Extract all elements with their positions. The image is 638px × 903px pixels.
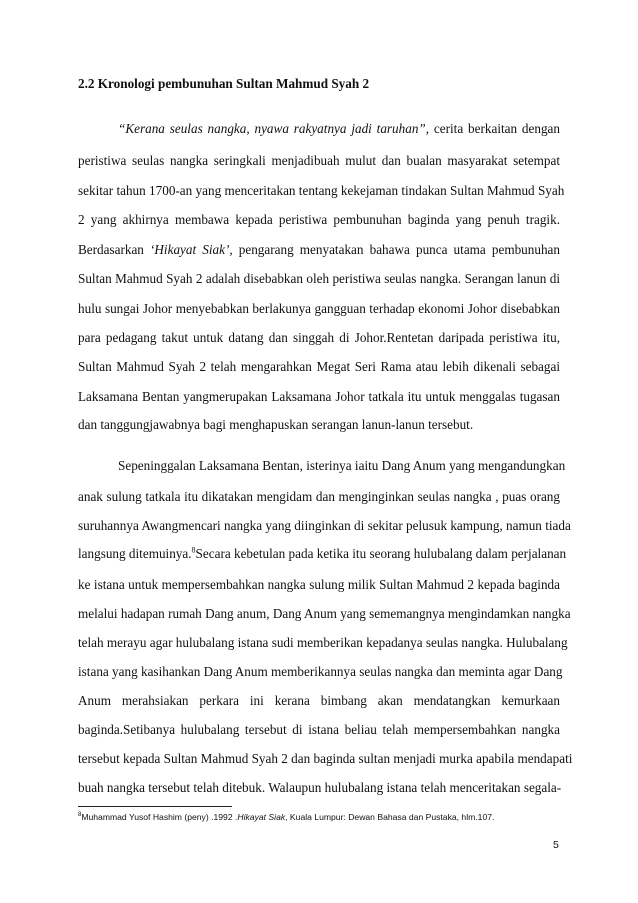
footnote-text-pre: Muhammad Yusof Hashim (peny) .1992 . — [81, 812, 238, 822]
p1-line-4: 2 yang akhirnya membawa kepada peristiwa pembunuhan baginda yang penuh tragik. — [78, 212, 560, 227]
p2-line-5: ke istana untuk mempersembahkan nangka sulung milik Sultan Mahmud 2 kepada baginda — [78, 577, 560, 592]
p1-line-1-rest: cerita berkaitan dengan — [429, 121, 561, 136]
footnote-reference[interactable]: 8 — [191, 545, 196, 555]
p2-line-11: tersebut kepada Sultan Mahmud Syah 2 dan baginda sultan menjadi murka apabila mendapati — [78, 751, 573, 766]
hikayat-siak-title: ‘Hikayat Siak’, — [150, 242, 233, 257]
p1-line-9: Sultan Mahmud Syah 2 telah mengarahkan Megat Seri Rama atau lebih dikenali sebagai — [78, 359, 560, 374]
p2-line-4-post: Secara kebetulan pada ketika itu seorang hulubalang dalam perjalanan — [195, 546, 567, 561]
p1-line-7: hulu sungai Johor menyebabkan berlakunya gangguan terhadap ekonomi Johor disebabkan — [78, 301, 560, 316]
footnote-marker: 8 — [78, 812, 82, 819]
footnote-separator — [78, 806, 232, 807]
p2-line-4 — [78, 545, 567, 562]
p2-line-9: Anum merahsiakan perkara ini kerana bimbang akan mendatangkan kemurkaan — [78, 693, 560, 708]
p2-line-4-pre: langsung ditemuinya. — [78, 546, 192, 561]
p2-line-12: buah nangka tersebut telah ditebuk. Walaupun hulubalang istana telah menceritakan segala- — [78, 780, 562, 795]
footnote-text-post: , Kuala Lumpur: Dewan Bahasa dan Pustaka, hlm.107. — [285, 812, 495, 822]
p1-line-1 — [118, 121, 560, 137]
p1-line-3: sekitar tahun 1700-an yang menceritakan tentang kekejaman tindakan Sultan Mahmud Syah — [78, 183, 565, 198]
p2-line-7: telah merayu agar hulubalang istana sudi memberikan kepadanya seulas nangka. Hulubalang — [78, 635, 568, 650]
opening-quote: “Kerana seulas nangka, nyawa rakyatnya jadi taruhan”, — [118, 121, 430, 136]
p2-line-10: baginda.Setibanya hulubalang tersebut di istana beliau telah mempersembahkan nangka — [78, 722, 560, 737]
p1-line-5 — [78, 242, 560, 258]
p2-line-1: Sepeninggalan Laksamana Bentan, isterinya iaitu Dang Anum yang mengandungkan — [118, 458, 566, 473]
p1-line-2: peristiwa seulas nangka seringkali menjadibuah mulut dan bualan masyarakat setempat — [78, 153, 560, 168]
p1-line-6: Sultan Mahmud Syah 2 adalah disebabkan oleh peristiwa seulas nangka. Serangan lanun di — [78, 271, 560, 286]
p2-line-6: melalui hadapan rumah Dang anum, Dang Anum yang sememangnya mengindamkan nangka — [78, 606, 571, 621]
footnote-book-title: Hikayat Siak — [237, 812, 286, 822]
p2-line-2: anak sulung tatkala itu dikatakan mengidam dan menginginkan seulas nangka , puas orang — [78, 489, 560, 504]
p2-line-8: istana yang kasihankan Dang Anum memberikannya seulas nangka dan meminta agar Dang — [78, 664, 563, 679]
p2-line-3: suruhannya Awangmencari nangka yang diinginkan di sekitar pelusuk kampung, namun tiada — [78, 518, 571, 533]
p1-line-5-post: pengarang menyatakan bahawa punca utama pembunuhan — [232, 242, 561, 257]
section-heading: 2.2 Kronologi pembunuhan Sultan Mahmud Syah 2 — [78, 76, 370, 91]
p1-line-8: para pedagang takut untuk datang dan singgah di Johor.Rentetan daripada peristiwa itu, — [78, 330, 560, 345]
p1-line-11: dan tanggungjawabnya bagi menghapuskan serangan lanun-lanun tersebut. — [78, 417, 474, 432]
p1-line-5-pre: Berdasarkan — [78, 242, 151, 257]
p1-line-10: Laksamana Bentan yangmerupakan Laksamana Johor tatkala itu untuk menggalas tugasan — [78, 389, 560, 404]
page-number: 5 — [553, 839, 559, 851]
footnote — [78, 812, 494, 822]
